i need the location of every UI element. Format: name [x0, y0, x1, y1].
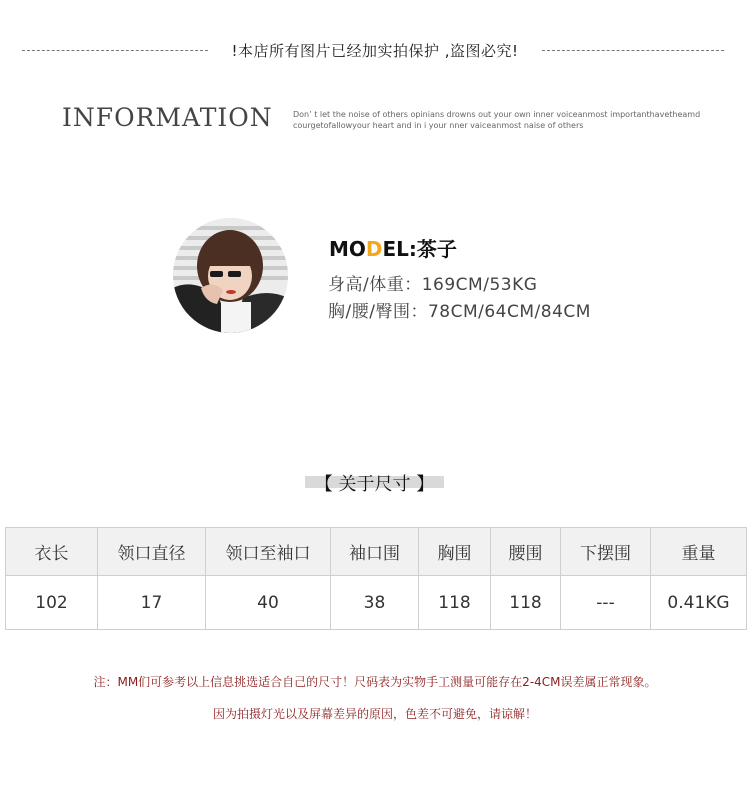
- table-cell: 40: [206, 576, 331, 630]
- table-row: [6, 576, 747, 630]
- table-cell: 118: [491, 576, 561, 630]
- header-cell: 衣长: [6, 528, 98, 576]
- table-cell: 118: [419, 576, 491, 630]
- header-cell: 重量: [651, 528, 747, 576]
- model-measurements: 胸/腰/臀围：78CM/64CM/84CM: [328, 302, 591, 322]
- size-section-title: 【 关于尺寸 】: [314, 474, 435, 495]
- model-label-suffix: EL:: [382, 237, 417, 261]
- header-cell: 下摆围: [561, 528, 651, 576]
- table-cell: ---: [561, 576, 651, 630]
- color-note: 因为拍摄灯光以及屏幕差异的原因，色差不可避免，请谅解！: [212, 707, 537, 721]
- model-label-accent: D: [365, 237, 383, 261]
- model-height-weight: 身高/体重：169CM/53KG: [328, 275, 538, 295]
- header-cell: 袖口围: [331, 528, 419, 576]
- model-label: [329, 233, 457, 262]
- model-avatar: [173, 218, 288, 333]
- banner-divider-left: [22, 50, 208, 51]
- model-label-prefix: MO: [329, 237, 366, 261]
- table-cell: 17: [98, 576, 206, 630]
- header-cell: 领口至袖口: [206, 528, 331, 576]
- table-cell: 102: [6, 576, 98, 630]
- header-cell: 胸围: [419, 528, 491, 576]
- size-table: [5, 527, 747, 630]
- size-note: 注：MM们可参考以上信息挑选适合自己的尺寸！尺码表为实物手工测量可能存在2-4CM误差属正常现象。: [93, 675, 657, 689]
- copyright-banner: [0, 38, 750, 62]
- header-cell: 领口直径: [98, 528, 206, 576]
- table-cell: 38: [331, 576, 419, 630]
- banner-text: !本店所有图片已经加实拍保护 ,盗图必究!: [231, 42, 519, 60]
- information-text: Don’ t let the noise of others opinians drowns out your own inner voiceanmost importanthavetheamd courgetofallowyour heart and in i your nner vaiceanmost naise of others: [293, 110, 701, 130]
- header-cell: 腰围: [491, 528, 561, 576]
- information-heading: INFORMATION: [62, 103, 273, 132]
- table-cell: 0.41KG: [651, 576, 747, 630]
- banner-divider-right: [542, 50, 724, 51]
- model-name: 茶子: [416, 237, 457, 261]
- size-section-heading: [305, 470, 444, 494]
- size-table-header-row: [6, 528, 747, 576]
